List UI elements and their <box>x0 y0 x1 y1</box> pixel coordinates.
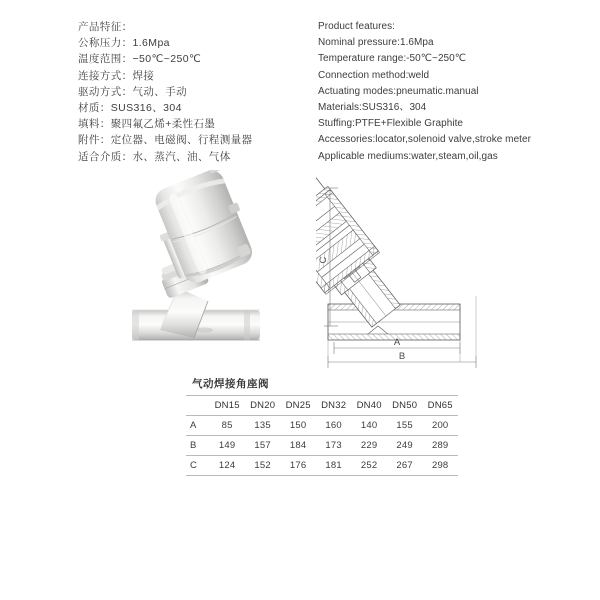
spec-line-en-mediums: Applicable mediums:water,steam,oil,gas <box>318 150 498 162</box>
technical-drawing <box>316 176 488 368</box>
table-cell-b-dn20: 157 <box>245 436 281 456</box>
table-cell-c-dn32: 181 <box>316 456 352 476</box>
table-cell-c-dn20: 152 <box>245 456 281 476</box>
table-cell-a-dn32: 160 <box>316 416 352 436</box>
dimension-label-b: B <box>398 351 406 362</box>
table-header-row <box>186 396 458 416</box>
table-cell-b-dn50: 249 <box>387 436 423 456</box>
table-cell-a-dn65: 200 <box>422 416 458 436</box>
table-cell-c-dn25: 176 <box>280 456 316 476</box>
table-col-dn25: DN25 <box>280 396 316 416</box>
table-row <box>186 436 458 456</box>
spec-line-cn-actuating: 驱动方式：气动、手动 <box>78 85 187 98</box>
table-cell-c-dn65: 298 <box>422 456 458 476</box>
dimension-table-section <box>186 376 464 476</box>
table-cell-a-dn15: 85 <box>209 416 245 436</box>
table-col-dn32: DN32 <box>316 396 352 416</box>
table-col-dn65: DN65 <box>422 396 458 416</box>
dimension-label-a: A <box>393 337 401 348</box>
table-cell-a-dn25: 150 <box>280 416 316 436</box>
dimension-table <box>186 395 458 476</box>
table-cell-a-dn40: 140 <box>351 416 387 436</box>
table-corner-cell <box>186 396 209 416</box>
spec-line-en-materials: Materials:SUS316、304 <box>318 102 427 114</box>
spec-line-en-accessories: Accessories:locator,solenoid valve,stroke meter <box>318 134 531 146</box>
product-photo-angle-seat-valve <box>132 170 262 356</box>
spec-line-cn-materials: 材质：SUS316、304 <box>78 102 182 115</box>
spec-line-en-stuffing: Stuffing:PTFE+Flexible Graphite <box>318 118 464 130</box>
table-row <box>186 456 458 476</box>
spec-line-en-pressure: Nominal pressure:1.6Mpa <box>318 37 434 49</box>
table-row <box>186 416 458 436</box>
spec-list-chinese <box>78 19 313 165</box>
spec-line-cn-temperature: 温度范围：−50℃~250℃ <box>78 53 202 66</box>
table-col-dn20: DN20 <box>245 396 281 416</box>
table-rowlabel-a: A <box>186 416 209 436</box>
table-cell-a-dn50: 155 <box>387 416 423 436</box>
spec-line-en-connection: Connection method:weld <box>318 69 430 81</box>
table-col-dn40: DN40 <box>351 396 387 416</box>
table-cell-b-dn32: 173 <box>316 436 352 456</box>
spec-line-en-actuating: Actuating modes:pneumatic.manual <box>318 85 479 97</box>
table-cell-a-dn20: 135 <box>245 416 281 436</box>
spec-line-cn-accessories: 附件：定位器、电磁阀、行程测量器 <box>78 134 253 147</box>
spec-line-en-temperature: Temperature range:-50℃~250℃ <box>318 53 467 65</box>
table-rowlabel-b: B <box>186 436 209 456</box>
dimension-table-title: 气动焊接角座阀 <box>192 378 269 390</box>
spec-line-cn-heading: 产品特征： <box>78 21 133 33</box>
table-cell-b-dn65: 289 <box>422 436 458 456</box>
table-cell-b-dn15: 149 <box>209 436 245 456</box>
table-cell-b-dn25: 184 <box>280 436 316 456</box>
table-cell-c-dn50: 267 <box>387 456 423 476</box>
table-cell-c-dn40: 252 <box>351 456 387 476</box>
spec-line-en-heading: Product features: <box>318 21 396 32</box>
spec-line-cn-mediums: 适合介质：水、蒸汽、油、气体 <box>78 150 231 163</box>
table-cell-b-dn40: 229 <box>351 436 387 456</box>
dimension-label-c: C <box>318 256 329 264</box>
table-col-dn50: DN50 <box>387 396 423 416</box>
spec-list-english <box>318 19 590 165</box>
spec-line-cn-stuffing: 填料：聚四氟乙烯+柔性石墨 <box>78 118 216 131</box>
spec-line-cn-pressure: 公称压力：1.6Mpa <box>78 37 170 50</box>
table-cell-c-dn15: 124 <box>209 456 245 476</box>
table-col-dn15: DN15 <box>209 396 245 416</box>
table-rowlabel-c: C <box>186 456 209 476</box>
spec-line-cn-connection: 连接方式：焊接 <box>78 69 155 82</box>
